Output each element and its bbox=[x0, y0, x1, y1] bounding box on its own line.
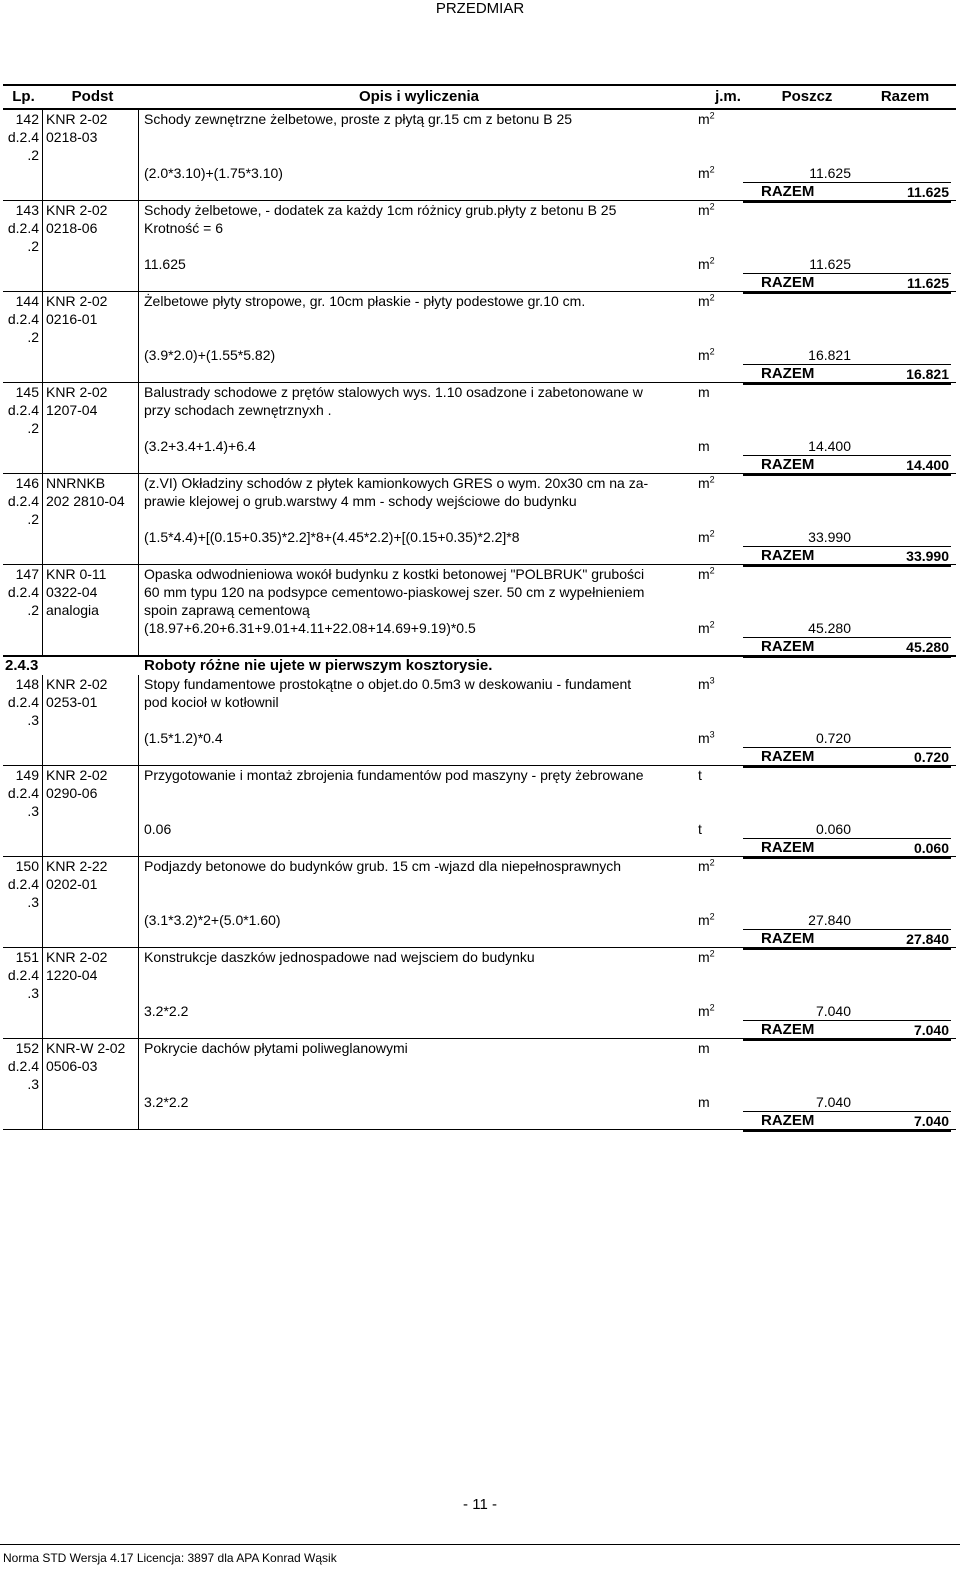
razem-label: RAZEM bbox=[761, 930, 815, 947]
podst-line: analogia bbox=[46, 602, 99, 618]
opis-line: prawie klejowej o grub.warstwy 4 mm - schody wejściowe do budynku bbox=[144, 493, 577, 509]
calc-unit-text: m bbox=[698, 912, 710, 928]
jm-unit: m bbox=[698, 475, 710, 491]
opis-line: Pokrycie dachów płytami poliweglanowymi bbox=[144, 1040, 408, 1056]
opis-line: (z.VI) Okładziny schodów z płytek kamionkowych GRES o wym. 20x30 cm na za- bbox=[144, 475, 649, 491]
calc-unit-text: t bbox=[698, 821, 702, 837]
cell-jm bbox=[698, 383, 710, 401]
opis-line: Opaska odwodnieniowa wокół budynku z kostki betonowej "POLBRUK" grubości bbox=[144, 566, 645, 582]
razem-label: RAZEM bbox=[761, 456, 815, 473]
razem-value: 14.400 bbox=[906, 457, 949, 473]
lp-line: .2 bbox=[27, 511, 39, 527]
row-divider bbox=[3, 1129, 956, 1130]
calc-unit bbox=[698, 164, 715, 182]
lp-line: d.2.4 bbox=[7, 311, 39, 327]
cell-podst bbox=[43, 1039, 139, 1130]
lp-line: .2 bbox=[27, 147, 39, 163]
calc-formula: (1.5*4.4)+[(0.15+0.35)*2.2]*8+(4.45*2.2)+[(0.15+0.35)*2.2]*8 bbox=[144, 529, 520, 545]
section-row bbox=[3, 656, 956, 675]
calc-unit-exponent: 2 bbox=[709, 164, 715, 175]
opis-line: 60 mm typu 120 na podsypce cementowo-piaskowej szer. 50 cm z wypełnieniem bbox=[144, 584, 645, 600]
calc-formula: (3.2+3.4+1.4)+6.4 bbox=[144, 438, 256, 454]
table-row bbox=[3, 857, 956, 948]
poszcz-value: 14.400 bbox=[808, 438, 851, 454]
cell-jm bbox=[698, 766, 702, 784]
cell-jm bbox=[698, 474, 715, 492]
cell-opis bbox=[144, 292, 694, 310]
calc-unit bbox=[698, 911, 715, 929]
header-lp: Lp. bbox=[12, 88, 35, 105]
cell-jm bbox=[698, 292, 715, 310]
lp-line: d.2.4 bbox=[7, 402, 39, 418]
header-poszcz: Poszcz bbox=[781, 88, 833, 105]
podst-line: KNR 2-02 bbox=[46, 767, 108, 783]
jm-unit: m bbox=[698, 949, 710, 965]
poszcz-value: 0.720 bbox=[815, 730, 851, 746]
cell-lp bbox=[3, 383, 43, 474]
cell-lp bbox=[3, 1039, 43, 1130]
rows-group-1 bbox=[3, 110, 956, 656]
poszcz-value: 33.990 bbox=[808, 529, 851, 545]
podst-line: 0290-06 bbox=[46, 785, 98, 801]
razem-value: 16.821 bbox=[906, 366, 949, 382]
jm-unit: m bbox=[698, 111, 710, 127]
cell-lp bbox=[3, 110, 43, 201]
podst-line: 1220-04 bbox=[46, 967, 98, 983]
lp-line: d.2.4 bbox=[7, 694, 39, 710]
cell-podst bbox=[43, 948, 139, 1039]
razem-value: 45.280 bbox=[906, 639, 949, 655]
header-podst: Podst bbox=[71, 88, 114, 105]
cell-podst bbox=[43, 110, 139, 201]
calc-unit bbox=[698, 437, 710, 455]
razem-label: RAZEM bbox=[761, 274, 815, 291]
table-row bbox=[3, 565, 956, 656]
cell-opis bbox=[144, 857, 694, 875]
lp-line: d.2.4 bbox=[7, 1058, 39, 1074]
calc-unit-exponent: 2 bbox=[709, 255, 715, 266]
calc-formula: 11.625 bbox=[144, 256, 186, 272]
cell-lp bbox=[3, 857, 43, 948]
jm-exponent: 3 bbox=[709, 675, 715, 686]
calc-formula: (3.9*2.0)+(1.55*5.82) bbox=[144, 347, 276, 363]
lp-line: 142 bbox=[15, 111, 39, 127]
cell-jm bbox=[698, 948, 715, 966]
lp-line: d.2.4 bbox=[7, 785, 39, 801]
jm-exponent: 2 bbox=[709, 565, 715, 576]
lp-line: 149 bbox=[15, 767, 39, 783]
footer-divider bbox=[0, 1544, 960, 1545]
lp-line: 152 bbox=[15, 1040, 39, 1056]
poszcz-value: 7.040 bbox=[815, 1094, 851, 1110]
podst-line: KNR 2-02 bbox=[46, 949, 108, 965]
header-jm: j.m. bbox=[715, 88, 741, 105]
calc-formula: 3.2*2.2 bbox=[144, 1094, 189, 1110]
calc-unit-exponent: 2 bbox=[709, 528, 715, 539]
cell-podst bbox=[43, 766, 139, 857]
cell-podst bbox=[43, 675, 139, 766]
cell-jm bbox=[698, 110, 715, 128]
calc-unit-text: m bbox=[698, 256, 710, 272]
jm-exponent: 2 bbox=[709, 857, 715, 868]
lp-line: 145 bbox=[15, 384, 39, 400]
podst-line: KNR 2-02 bbox=[46, 202, 108, 218]
cell-lp bbox=[3, 201, 43, 292]
podst-line: KNR 2-02 bbox=[46, 676, 108, 692]
razem-value: 11.625 bbox=[906, 275, 949, 291]
opis-line: Schody żelbetowe, - dodatek za każdy 1cm różnicy grub.płyty z betonu B 25 bbox=[144, 202, 617, 218]
opis-line: Przygotowanie i montaż zbrojenia fundamentów pod maszyny - pręty żebrowane bbox=[144, 767, 644, 783]
table-row bbox=[3, 948, 956, 1039]
jm-unit: m bbox=[698, 202, 710, 218]
lp-line: d.2.4 bbox=[7, 129, 39, 145]
razem-value: 0.720 bbox=[913, 749, 949, 765]
table-row bbox=[3, 383, 956, 474]
cell-podst bbox=[43, 201, 139, 292]
podst-line: 0218-03 bbox=[46, 129, 98, 145]
calc-unit-text: m bbox=[698, 730, 710, 746]
podst-line: 0506-03 bbox=[46, 1058, 98, 1074]
calc-unit-exponent: 2 bbox=[709, 346, 715, 357]
podst-line: 0218-06 bbox=[46, 220, 98, 236]
poszcz-value: 11.625 bbox=[809, 256, 851, 272]
razem-value: 11.625 bbox=[906, 184, 949, 200]
lp-line: d.2.4 bbox=[7, 220, 39, 236]
calc-formula: 0.06 bbox=[144, 821, 172, 837]
calc-unit-exponent: 2 bbox=[709, 619, 715, 630]
calc-unit-text: m bbox=[698, 529, 710, 545]
podst-line: 0216-01 bbox=[46, 311, 98, 327]
lp-line: d.2.4 bbox=[7, 876, 39, 892]
calc-formula: (1.5*1.2)*0.4 bbox=[144, 730, 223, 746]
opis-line: Krotność = 6 bbox=[144, 220, 223, 236]
lp-line: 147 bbox=[15, 566, 39, 582]
razem-value: 33.990 bbox=[906, 548, 949, 564]
poszcz-value: 11.625 bbox=[809, 165, 851, 181]
poszcz-value: 27.840 bbox=[808, 912, 851, 928]
cell-opis bbox=[144, 675, 694, 711]
cell-lp bbox=[3, 292, 43, 383]
opis-line: spoin zaprawą cementową bbox=[144, 602, 310, 618]
cell-podst bbox=[43, 292, 139, 383]
cell-podst bbox=[43, 565, 139, 656]
lp-line: 151 bbox=[15, 949, 39, 965]
calc-formula: (18.97+6.20+6.31+9.01+4.11+22.08+14.69+9.19)*0.5 bbox=[144, 620, 476, 636]
lp-line: 148 bbox=[15, 676, 39, 692]
header-razem: Razem bbox=[880, 88, 930, 105]
calc-unit bbox=[698, 1093, 710, 1111]
lp-line: d.2.4 bbox=[7, 493, 39, 509]
podst-line: KNR 2-02 bbox=[46, 384, 108, 400]
cell-podst bbox=[43, 474, 139, 565]
calc-unit-exponent: 2 bbox=[709, 1002, 715, 1013]
cell-jm bbox=[698, 201, 715, 219]
calc-formula: 3.2*2.2 bbox=[144, 1003, 189, 1019]
calc-unit-exponent: 2 bbox=[709, 911, 715, 922]
cell-lp bbox=[3, 948, 43, 1039]
lp-line: .2 bbox=[27, 420, 39, 436]
cell-podst bbox=[43, 857, 139, 948]
calc-unit bbox=[698, 528, 715, 546]
podst-line: 0322-04 bbox=[46, 584, 98, 600]
calc-formula: (2.0*3.10)+(1.75*3.10) bbox=[144, 165, 283, 181]
table-row bbox=[3, 292, 956, 383]
podst-line: 0253-01 bbox=[46, 694, 98, 710]
calc-unit bbox=[698, 820, 702, 838]
cell-opis bbox=[144, 766, 694, 784]
table-row bbox=[3, 110, 956, 201]
razem-value: 7.040 bbox=[913, 1113, 949, 1129]
cell-jm bbox=[698, 675, 715, 693]
lp-line: .3 bbox=[27, 1076, 39, 1092]
podst-line: KNR 2-22 bbox=[46, 858, 108, 874]
calc-unit bbox=[698, 346, 715, 364]
razem-label: RAZEM bbox=[761, 1021, 815, 1038]
podst-line: 202 2810-04 bbox=[46, 493, 125, 509]
poszcz-value: 7.040 bbox=[815, 1003, 851, 1019]
podst-line: KNR 0-11 bbox=[46, 566, 107, 582]
razem-value: 7.040 bbox=[913, 1022, 949, 1038]
podst-line: NNRNKB bbox=[46, 475, 106, 491]
cell-opis bbox=[144, 474, 694, 510]
lp-line: 146 bbox=[15, 475, 39, 491]
poszcz-value: 45.280 bbox=[808, 620, 851, 636]
calc-unit bbox=[698, 729, 715, 747]
page-title: PRZEDMIAR bbox=[435, 0, 525, 17]
cell-jm bbox=[698, 857, 715, 875]
jm-exponent: 2 bbox=[709, 201, 715, 212]
lp-line: d.2.4 bbox=[7, 967, 39, 983]
calc-unit bbox=[698, 619, 715, 637]
podst-line: 1207-04 bbox=[46, 402, 98, 418]
section-number: 2.4.3 bbox=[5, 657, 39, 674]
jm-exponent: 2 bbox=[709, 292, 715, 303]
page-number: - 11 - bbox=[463, 1496, 497, 1513]
jm-unit: m bbox=[698, 858, 710, 874]
cell-jm bbox=[698, 565, 715, 583]
podst-line: KNR 2-02 bbox=[46, 111, 108, 127]
lp-line: .2 bbox=[27, 329, 39, 345]
jm-exponent: 2 bbox=[709, 474, 715, 485]
cell-lp bbox=[3, 474, 43, 565]
jm-unit: m bbox=[698, 293, 710, 309]
lp-line: .2 bbox=[27, 602, 39, 618]
opis-line: Stopy fundamentowe prostokątne o objet.do 0.5m3 w deskowaniu - fundament bbox=[144, 676, 632, 692]
cell-podst bbox=[43, 383, 139, 474]
table-row bbox=[3, 766, 956, 857]
calc-unit bbox=[698, 255, 715, 273]
jm-unit: m bbox=[698, 1040, 710, 1056]
cost-table bbox=[3, 84, 956, 656]
jm-exponent: 2 bbox=[709, 948, 715, 959]
opis-line: Podjazdy betonowe do budynków grub. 15 cm -wjazd dla niepełnosprawnych bbox=[144, 858, 622, 874]
jm-unit: m bbox=[698, 566, 710, 582]
razem-label: RAZEM bbox=[761, 839, 815, 856]
cell-opis bbox=[144, 1039, 694, 1057]
table-row bbox=[3, 201, 956, 292]
lp-line: .3 bbox=[27, 985, 39, 1001]
razem-label: RAZEM bbox=[761, 183, 815, 200]
section-label: Roboty różne nie ujete w pierwszym kosztorysie. bbox=[144, 657, 493, 674]
calc-unit-text: m bbox=[698, 165, 710, 181]
rows-group-2 bbox=[3, 675, 956, 1130]
header-opis: Opis i wyliczenia bbox=[358, 88, 480, 105]
podst-line: 0202-01 bbox=[46, 876, 98, 892]
calc-unit bbox=[698, 1002, 715, 1020]
cell-opis bbox=[144, 110, 694, 128]
podst-line: KNR 2-02 bbox=[46, 293, 108, 309]
cell-lp bbox=[3, 565, 43, 656]
jm-exponent: 2 bbox=[709, 110, 715, 121]
opis-line: Konstrukcje daszków jednospadowe nad wejsciem do budynku bbox=[144, 949, 535, 965]
opis-line: Żelbetowe płyty stropowe, gr. 10cm płaskie - płyty podestowe gr.10 cm. bbox=[144, 293, 586, 309]
razem-value: 0.060 bbox=[913, 840, 949, 856]
opis-line: przy schodach zewnętrznyxh . bbox=[144, 402, 332, 418]
calc-unit-exponent: 3 bbox=[709, 729, 715, 740]
cell-opis bbox=[144, 201, 694, 237]
cell-lp bbox=[3, 766, 43, 857]
license-text: Norma STD Wersja 4.17 Licencja: 3897 dla APA Konrad Wąsik bbox=[3, 1551, 337, 1565]
podst-line: KNR-W 2-02 bbox=[46, 1040, 126, 1056]
cell-lp bbox=[3, 675, 43, 766]
razem-label: RAZEM bbox=[761, 1112, 815, 1129]
calc-formula: (3.1*3.2)*2+(5.0*1.60) bbox=[144, 912, 281, 928]
lp-line: 143 bbox=[15, 202, 39, 218]
cell-jm bbox=[698, 1039, 710, 1057]
lp-line: .3 bbox=[27, 712, 39, 728]
table-row bbox=[3, 675, 956, 766]
calc-unit-text: m bbox=[698, 1094, 710, 1110]
razem-value: 27.840 bbox=[906, 931, 949, 947]
opis-line: Balustrady schodowe z prętów stalowych wys. 1.10 osadzone i zabetonowane w bbox=[144, 384, 643, 400]
opis-line: pod kocioł w kotłownil bbox=[144, 694, 279, 710]
poszcz-value: 0.060 bbox=[815, 821, 851, 837]
opis-line: Schody zewnętrzne żelbetowe, proste z płytą gr.15 cm z betonu B 25 bbox=[144, 111, 573, 127]
jm-unit: m bbox=[698, 384, 710, 400]
lp-line: d.2.4 bbox=[7, 584, 39, 600]
calc-unit-text: m bbox=[698, 347, 710, 363]
jm-unit: m bbox=[698, 676, 710, 692]
cell-opis bbox=[144, 565, 694, 619]
razem-label: RAZEM bbox=[761, 365, 815, 382]
lp-line: .3 bbox=[27, 894, 39, 910]
lp-line: 150 bbox=[15, 858, 39, 874]
cell-opis bbox=[144, 383, 694, 419]
calc-unit-text: m bbox=[698, 1003, 710, 1019]
lp-line: .3 bbox=[27, 803, 39, 819]
razem-label: RAZEM bbox=[761, 638, 815, 655]
table-row bbox=[3, 474, 956, 565]
calc-unit-text: m bbox=[698, 438, 710, 454]
table-row bbox=[3, 1039, 956, 1130]
table-header bbox=[3, 84, 956, 110]
lp-line: .2 bbox=[27, 238, 39, 254]
lp-line: 144 bbox=[15, 293, 39, 309]
cell-opis bbox=[144, 948, 694, 966]
calc-unit-text: m bbox=[698, 620, 710, 636]
poszcz-value: 16.821 bbox=[808, 347, 851, 363]
razem-label: RAZEM bbox=[761, 547, 815, 564]
jm-unit: t bbox=[698, 767, 702, 783]
razem-label: RAZEM bbox=[761, 748, 815, 765]
